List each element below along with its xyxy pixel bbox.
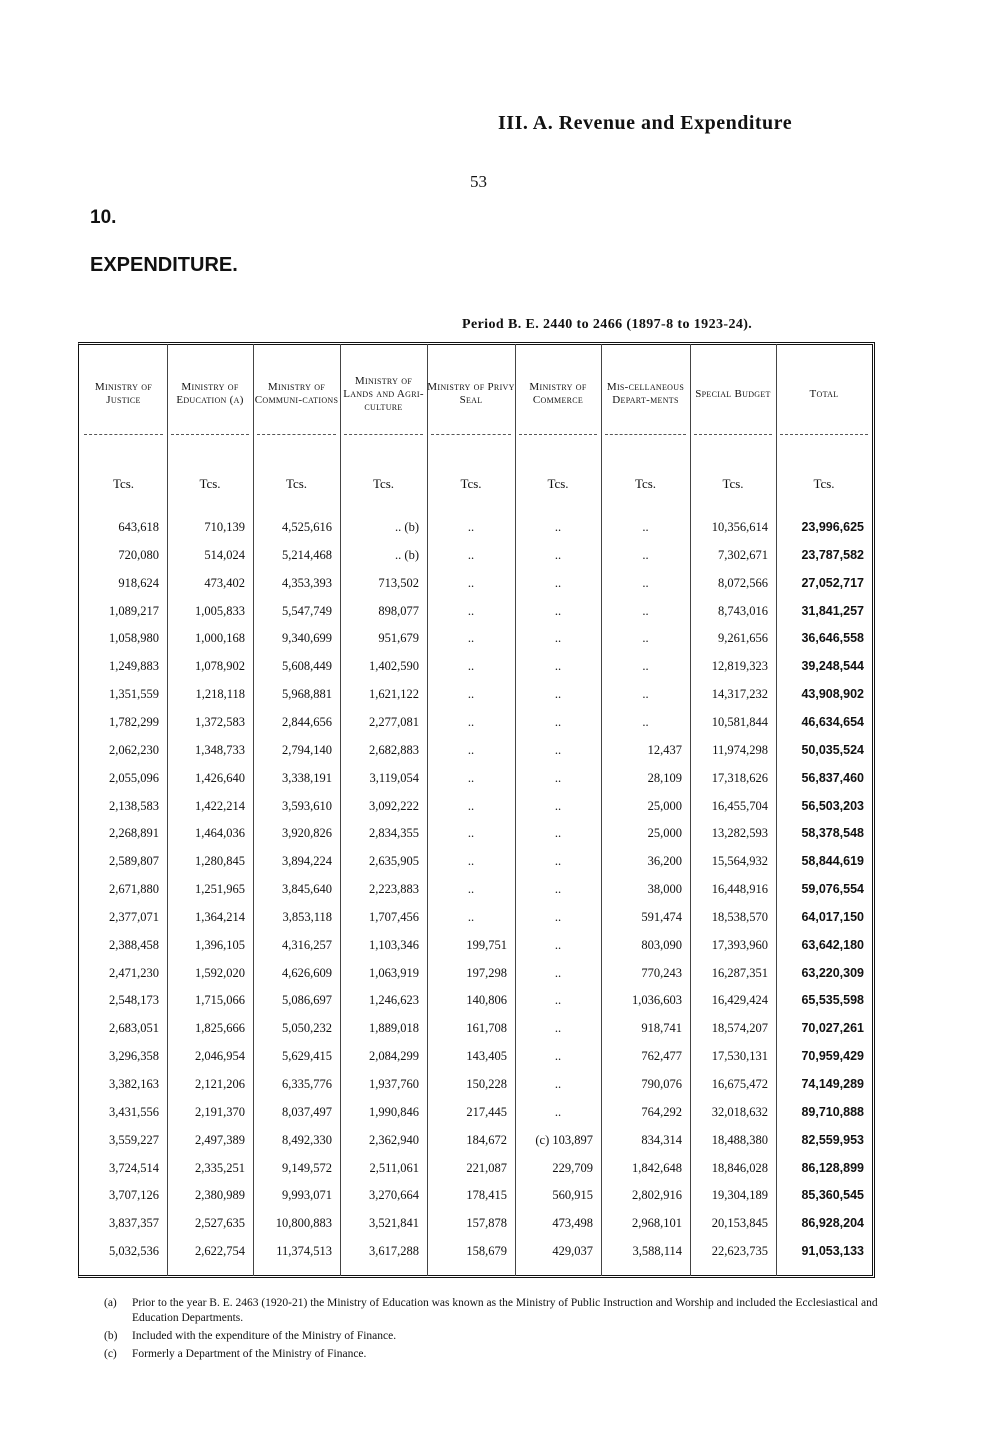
table-cell: 8,072,566	[718, 575, 768, 590]
table-cell: 221,087	[466, 1160, 507, 1175]
total-cell: 82,559,953	[801, 1132, 864, 1147]
table-cell: ..	[467, 603, 475, 618]
table-cell: 514,024	[204, 547, 245, 562]
total-cell: 64,017,150	[801, 909, 864, 924]
table-cell: 3,724,514	[109, 1160, 159, 1175]
total-cell: 23,787,582	[801, 547, 864, 562]
footnote-a	[104, 1296, 884, 1326]
table-cell: 16,455,704	[711, 798, 768, 813]
table-cell: ..	[467, 631, 475, 646]
table-title: EXPENDITURE.	[90, 254, 238, 276]
table-cell: 17,530,131	[711, 1049, 768, 1064]
column-header: Special Budget	[695, 387, 771, 400]
table-cell: 197,298	[466, 965, 507, 980]
footnote-key: (c)	[104, 1348, 117, 1360]
table-cell: ..	[467, 714, 475, 729]
column-header: Ministry of Commerce	[529, 381, 587, 406]
table-cell: ..	[554, 1021, 562, 1036]
table-cell: ..	[467, 547, 475, 562]
table-cell: 2,268,891	[109, 826, 159, 841]
table-cell: 7,302,671	[718, 547, 768, 562]
table-cell: ..	[467, 742, 475, 757]
table-cell: 5,032,536	[109, 1244, 159, 1259]
table-cell: 143,405	[466, 1049, 507, 1064]
table-cell: 217,445	[466, 1104, 507, 1119]
table-cell: 2,277,081	[369, 714, 419, 729]
table-cell: 473,402	[204, 575, 245, 590]
table-cell: ..	[554, 547, 562, 562]
table-cell: ..	[554, 798, 562, 813]
table-cell: 9,340,699	[282, 631, 332, 646]
table-cell: 713,502	[378, 575, 419, 590]
table-cell: 2,548,173	[109, 993, 159, 1008]
table-cell: 28,109	[647, 770, 682, 785]
table-cell: 764,292	[641, 1104, 682, 1119]
table-cell: 1,249,883	[109, 659, 159, 674]
table-cell: 9,993,071	[282, 1188, 332, 1203]
table-cell: 25,000	[647, 826, 682, 841]
table-cell: 2,335,251	[195, 1160, 245, 1175]
table-cell: ..	[642, 631, 649, 646]
table-cell: ..	[642, 687, 649, 702]
table-cell: 16,675,472	[711, 1077, 768, 1091]
total-cell: 59,076,554	[801, 882, 864, 897]
table-cell: 18,538,570	[711, 909, 768, 924]
table-cell: 1,426,640	[195, 770, 245, 785]
table-cell: 2,046,954	[195, 1049, 245, 1064]
table-cell: 770,243	[641, 965, 682, 980]
table-cell: 2,682,883	[369, 742, 419, 757]
table-cell: 3,382,163	[109, 1077, 159, 1091]
table-cell: ..	[642, 547, 649, 562]
table-cell: 898,077	[378, 603, 419, 618]
table-cell: 1,842,648	[632, 1160, 682, 1175]
table-cell: 643,618	[118, 520, 159, 534]
table-cell: 1,621,122	[369, 687, 419, 702]
table-cell: ..	[642, 603, 649, 618]
table-cell: 1,990,846	[369, 1104, 419, 1119]
table-cell: 1,000,168	[195, 631, 245, 646]
total-cell: 46,634,654	[801, 714, 864, 729]
table-cell: .. (b)	[395, 520, 419, 534]
table-cell: 5,547,749	[282, 603, 332, 618]
table-cell: 18,846,028	[711, 1160, 768, 1175]
table-cell: 3,837,357	[109, 1216, 159, 1231]
unit-label: Tcs.	[112, 476, 135, 491]
table-cell: 3,092,222	[369, 798, 419, 813]
total-cell: 39,248,544	[801, 659, 864, 674]
table-cell: 3,431,556	[109, 1104, 159, 1119]
table-cell: 36,200	[647, 854, 682, 869]
table-cell: 16,448,916	[711, 882, 768, 897]
unit-label: Tcs.	[372, 476, 395, 491]
table-cell: 13,282,593	[711, 826, 768, 841]
header-rule	[519, 434, 597, 435]
page-number: 53	[470, 172, 487, 191]
table-cell: 12,437	[647, 742, 682, 757]
table-cell: ..	[554, 659, 562, 674]
table-cell: 229,709	[552, 1160, 593, 1175]
table-cell: 1,396,105	[195, 937, 245, 952]
table-cell: ..	[554, 520, 562, 534]
table-cell: 16,429,424	[711, 993, 768, 1008]
unit-label: Tcs.	[199, 476, 221, 491]
table-cell: 3,617,288	[369, 1244, 419, 1259]
table-cell: 1,351,559	[109, 687, 159, 702]
table-cell: 803,090	[641, 937, 682, 952]
table-cell: 2,511,061	[369, 1160, 419, 1175]
table-cell: ..	[467, 909, 475, 924]
table-cell: 2,471,230	[109, 965, 159, 980]
table-cell: 1,251,965	[195, 882, 245, 897]
table-cell: ..	[554, 631, 562, 646]
table-cell: 184,672	[466, 1132, 507, 1147]
unit-label: Tcs.	[460, 476, 482, 491]
total-cell: 43,908,902	[801, 687, 864, 702]
section-title: III. A. Revenue and Expenditure	[498, 112, 793, 134]
table-cell: 3,920,826	[282, 826, 332, 841]
total-cell: 50,035,524	[801, 742, 864, 757]
table-cell: 3,707,126	[109, 1188, 159, 1203]
table-cell: 834,314	[641, 1132, 682, 1147]
header-rule	[694, 434, 772, 435]
table-cell: 9,261,656	[718, 631, 768, 646]
total-cell: 91,053,133	[801, 1244, 864, 1259]
table-cell: 158,679	[466, 1244, 507, 1259]
table-cell: 157,878	[466, 1216, 507, 1231]
table-cell: 2,844,656	[282, 714, 332, 729]
table-cell: 20,153,845	[711, 1216, 768, 1231]
table-cell: 3,588,114	[632, 1244, 682, 1259]
table-cell: 1,825,666	[195, 1021, 245, 1036]
total-cell: 31,841,257	[801, 603, 864, 618]
table-cell: 918,624	[118, 575, 159, 590]
unit-label: Tcs.	[285, 476, 308, 491]
table-cell: 2,191,370	[195, 1104, 245, 1119]
total-cell: 63,220,309	[801, 965, 864, 980]
total-cell: 86,928,204	[801, 1216, 864, 1231]
table-cell: 560,915	[552, 1188, 593, 1203]
total-cell: 65,535,598	[801, 993, 864, 1008]
table-cell: 9,149,572	[282, 1160, 332, 1175]
column-header: Ministry of Communi-cations	[254, 381, 339, 406]
table-cell: 10,356,614	[711, 520, 768, 534]
table-cell: 140,806	[466, 993, 507, 1008]
table-cell: 2,622,754	[195, 1244, 245, 1259]
table-cell: 2,802,916	[632, 1188, 682, 1203]
table-cell: ..	[554, 909, 562, 924]
table-cell: 1,063,919	[369, 965, 419, 980]
table-cell: 150,228	[466, 1077, 507, 1091]
table-cell: 1,036,603	[632, 993, 682, 1008]
table-cell: 3,845,640	[282, 882, 332, 897]
table-cell: 22,623,735	[711, 1244, 768, 1259]
table-cell: 17,393,960	[711, 937, 768, 952]
table-cell: 1,280,845	[195, 854, 245, 869]
header-rule	[171, 434, 249, 435]
total-cell: 27,052,717	[801, 575, 864, 590]
table-cell: 1,246,623	[369, 993, 419, 1008]
table-cell: 762,477	[641, 1049, 682, 1064]
column-header: Ministry of Lands and Agri-culture	[343, 374, 424, 413]
total-cell: 56,503,203	[801, 798, 864, 813]
table-cell: 1,089,217	[109, 603, 159, 618]
header-rule	[257, 434, 336, 435]
table-cell: 3,593,610	[282, 798, 332, 813]
total-cell: 74,149,289	[801, 1077, 864, 1091]
table-cell: ..	[554, 882, 562, 897]
footnote-text: Included with the expenditure of the Ministry of Finance.	[132, 1330, 397, 1342]
table-cell: ..	[467, 882, 475, 897]
total-cell: 58,844,619	[801, 854, 864, 869]
table-cell: 19,304,189	[711, 1188, 768, 1203]
total-cell: 85,360,545	[801, 1188, 864, 1203]
table-cell: (c) 103,897	[535, 1132, 593, 1147]
total-cell: 70,027,261	[801, 1021, 864, 1036]
table-cell: 2,380,989	[195, 1188, 245, 1203]
table-cell: 18,574,207	[711, 1021, 768, 1036]
footnote-key: (a)	[104, 1297, 117, 1309]
table-cell: 4,525,616	[282, 520, 332, 534]
footnote-text: Prior to the year B. E. 2463 (1920-21) the Ministry of Education was known as the Ministry of Public Instruction and Worship and included the Ecclesiastical and Education Departments.	[132, 1297, 878, 1324]
table-cell: 1,592,020	[195, 965, 245, 980]
table-cell: 2,223,883	[369, 882, 419, 897]
table-cell: 5,629,415	[282, 1049, 332, 1064]
table-cell: ..	[554, 1104, 562, 1119]
table-cell: 17,318,626	[711, 770, 768, 785]
table-cell: ..	[642, 659, 649, 674]
total-cell: 70,959,429	[801, 1049, 864, 1064]
table-cell: ..	[554, 575, 562, 590]
table-cell: 1,422,214	[195, 798, 245, 813]
table-cell: 18,488,380	[711, 1132, 768, 1147]
table-cell: 2,497,389	[195, 1132, 245, 1147]
table-cell: ..	[554, 826, 562, 841]
total-cell: 23,996,625	[801, 520, 864, 534]
table-cell: 5,968,881	[282, 687, 332, 702]
total-cell: 86,128,899	[801, 1160, 864, 1175]
header-rule	[84, 434, 163, 435]
table-cell: 4,626,609	[282, 965, 332, 980]
header-rule	[605, 434, 686, 435]
table-cell: 1,782,299	[109, 714, 159, 729]
table-cell: 161,708	[466, 1021, 507, 1036]
table-cell: ..	[642, 575, 649, 590]
table-cell: 12,819,323	[711, 659, 768, 674]
column-header: Ministry of Justice	[94, 381, 153, 406]
table-cell: ..	[467, 854, 475, 869]
table-cell: 720,080	[118, 547, 159, 562]
table-cell: 1,889,018	[369, 1021, 419, 1036]
table-cell: ..	[554, 854, 562, 869]
table-cell: 2,968,101	[632, 1216, 682, 1231]
total-cell: 58,378,548	[801, 826, 864, 841]
table-cell: 8,743,016	[718, 603, 768, 618]
table-cell: 11,374,513	[276, 1244, 332, 1259]
table-number: 10.	[90, 207, 117, 228]
table-cell: 429,037	[552, 1244, 593, 1259]
table-cell: ..	[467, 770, 475, 785]
table-cell: 5,214,468	[282, 547, 332, 562]
table-cell: ..	[467, 659, 475, 674]
table-cell: 2,377,071	[109, 909, 159, 924]
column-header: Mis-cellaneous Depart-ments	[606, 381, 685, 406]
table-cell: ..	[554, 603, 562, 618]
table-cell: 10,581,844	[711, 714, 768, 729]
table-cell: 38,000	[647, 882, 682, 897]
period-caption: Period B. E. 2440 to 2466 (1897-8 to 1923-24).	[462, 317, 753, 332]
table-cell: ..	[467, 826, 475, 841]
table-cell: 11,974,298	[712, 742, 768, 757]
table-cell: 2,055,096	[109, 770, 159, 785]
unit-label: Tcs.	[547, 476, 569, 491]
table-cell: 4,316,257	[282, 937, 332, 952]
table-cell: 2,362,940	[369, 1132, 419, 1147]
table-cell: 591,474	[641, 909, 682, 924]
table-cell: 6,335,776	[282, 1077, 332, 1091]
table-cell: ..	[642, 520, 649, 534]
table-cell: 1,464,036	[195, 826, 245, 841]
total-cell: 36,646,558	[801, 631, 864, 646]
table-cell: 8,037,497	[282, 1104, 332, 1119]
table-cell: 3,894,224	[282, 854, 332, 869]
total-cell: 89,710,888	[801, 1104, 864, 1119]
table-cell: 1,078,902	[195, 659, 245, 674]
table-cell: 3,521,841	[369, 1216, 419, 1231]
table-cell: 3,338,191	[282, 770, 332, 785]
table-cell: 3,119,054	[369, 770, 419, 785]
footnote-key: (b)	[104, 1330, 118, 1342]
table-cell: ..	[554, 714, 562, 729]
footnotes	[104, 1296, 884, 1365]
table-cell: 2,635,905	[369, 854, 419, 869]
table-cell: 2,138,583	[109, 798, 159, 813]
table-cell: .. (b)	[395, 547, 419, 562]
table-cell: 1,715,066	[195, 993, 245, 1008]
table-cell: ..	[554, 937, 562, 952]
total-cell: 56,837,460	[801, 770, 864, 785]
table-cell: 16,287,351	[711, 965, 768, 980]
table-cell: 14,317,232	[711, 687, 768, 702]
table-cell: 199,751	[466, 937, 507, 952]
table-cell: ..	[467, 575, 475, 590]
table-cell: 5,086,697	[282, 993, 332, 1008]
table-cell: 2,084,299	[369, 1049, 419, 1064]
table-cell: 2,589,807	[109, 854, 159, 869]
header-rule	[344, 434, 423, 435]
table-cell: ..	[554, 993, 562, 1008]
table-cell: 2,834,355	[369, 826, 419, 841]
table-cell: 3,270,664	[369, 1188, 419, 1203]
table-cell: 790,076	[641, 1077, 682, 1091]
table-cell: 1,218,118	[195, 687, 245, 702]
column-header: Ministry of Privy Seal	[427, 381, 515, 406]
unit-label: Tcs.	[813, 476, 835, 491]
table-cell: 25,000	[647, 798, 682, 813]
table-cell: ..	[642, 714, 649, 729]
table-cell: 178,415	[466, 1188, 507, 1203]
table-cell: 10,800,883	[275, 1216, 332, 1231]
table-cell: ..	[467, 687, 475, 702]
table-cell: 1,402,590	[369, 659, 419, 674]
table-cell: 1,058,980	[109, 631, 159, 646]
table-cell: 1,937,760	[369, 1077, 419, 1091]
table-cell: ..	[554, 1077, 562, 1091]
table-cell: ..	[554, 965, 562, 980]
table-cell: 473,498	[552, 1216, 593, 1231]
table-cell: ..	[554, 1049, 562, 1064]
table-cell: 3,296,358	[109, 1049, 159, 1064]
table-cell: 15,564,932	[711, 854, 768, 869]
table-cell: 1,103,346	[369, 937, 419, 952]
table-cell: 5,050,232	[282, 1021, 332, 1036]
table-cell: 4,353,393	[282, 575, 332, 590]
table-cell: 2,683,051	[109, 1021, 159, 1036]
table-cell: 2,527,635	[195, 1216, 245, 1231]
footnote-b	[104, 1329, 884, 1344]
table-cell: 1,364,214	[195, 909, 245, 924]
unit-label: Tcs.	[722, 476, 744, 491]
table-cell: 3,559,227	[109, 1132, 159, 1147]
table-cell: 951,679	[378, 631, 419, 646]
table-cell: 8,492,330	[282, 1132, 332, 1147]
table-cell: 3,853,118	[282, 909, 332, 924]
header-rule	[431, 434, 511, 435]
table-cell: 710,139	[204, 520, 245, 534]
unit-label: Tcs.	[634, 476, 657, 491]
table-cell: ..	[554, 742, 562, 757]
table-cell: 2,794,140	[282, 742, 332, 757]
total-cell: 63,642,180	[801, 937, 864, 952]
table-cell: 2,062,230	[109, 742, 159, 757]
column-header: Ministry of Education (a)	[176, 381, 244, 406]
table-cell: 918,741	[641, 1021, 682, 1036]
footnote-text: Formerly a Department of the Ministry of Finance.	[132, 1348, 367, 1360]
table-cell: 1,005,833	[195, 603, 245, 618]
header-rule	[780, 434, 868, 435]
column-header: Total	[809, 387, 839, 400]
table-cell: ..	[467, 798, 475, 813]
table-cell: 1,707,456	[369, 909, 419, 924]
table-cell: ..	[467, 520, 475, 534]
table-cell: 2,388,458	[109, 937, 159, 952]
footnote-c	[104, 1347, 884, 1362]
table-cell: 1,348,733	[195, 742, 245, 757]
table-cell: 32,018,632	[711, 1104, 768, 1119]
table-cell: 1,372,583	[195, 714, 245, 729]
table-cell: 2,671,880	[109, 882, 159, 897]
table-cell: ..	[554, 770, 562, 785]
table-cell: 5,608,449	[282, 659, 332, 674]
table-cell: 2,121,206	[195, 1077, 245, 1091]
table-cell: ..	[554, 687, 562, 702]
